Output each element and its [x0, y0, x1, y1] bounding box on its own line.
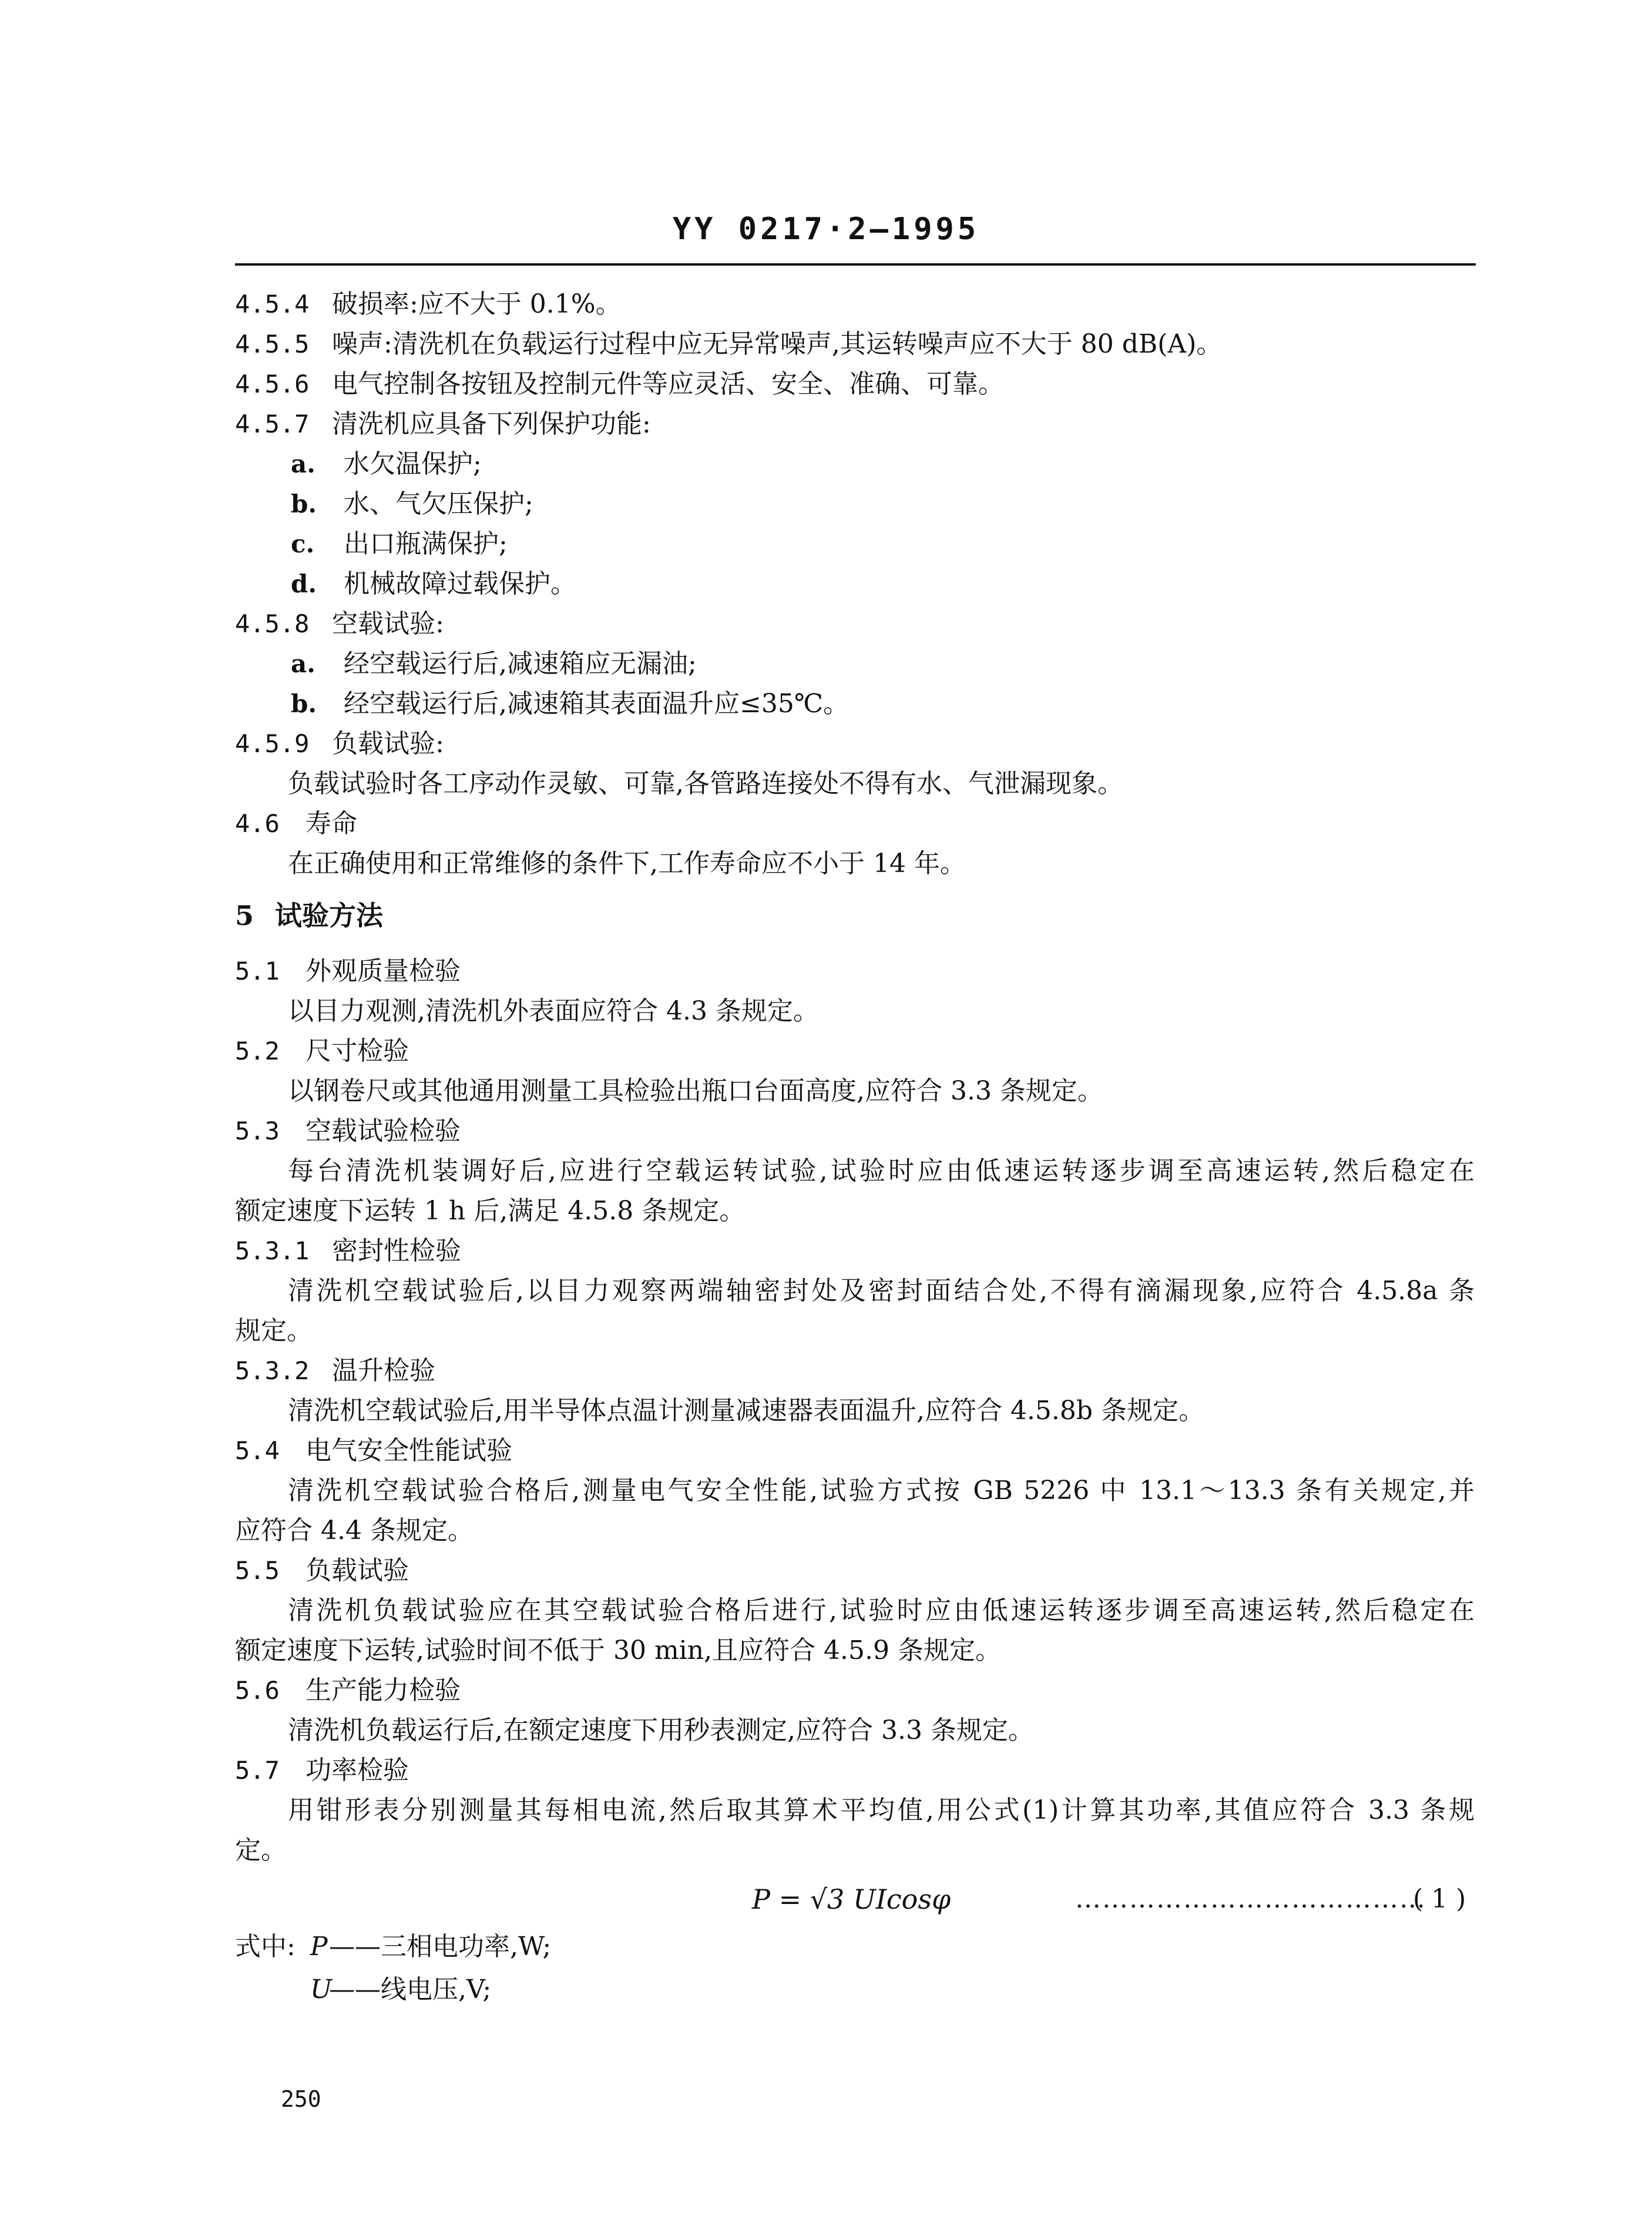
list-item: 出口瓶满保护;: [344, 529, 508, 559]
list-letter: b.: [291, 490, 317, 518]
power-formula: P = √3 UIcosφ: [752, 1883, 951, 1915]
clause-number: 5.2: [235, 1037, 280, 1065]
paragraph: 负载试验时各工序动作灵敏、可靠,各管路连接处不得有水、气泄漏现象。: [288, 769, 1123, 799]
paragraph-line: 应符合 4.4 条规定。: [235, 1516, 474, 1546]
paragraph: 以钢卷尺或其他通用测量工具检验出瓶口台面高度,应符合 3.3 条规定。: [288, 1076, 1103, 1106]
clause-number: 5.3: [235, 1117, 280, 1145]
paragraph: 清洗机空载试验后,用半导体点温计测量减速器表面温升,应符合 4.5.8b 条规定。: [288, 1396, 1205, 1426]
where-lead: 式中:: [235, 1932, 296, 1962]
clause-text: 电气安全性能试验: [305, 1436, 512, 1466]
clause-text: 空载试验:: [332, 609, 444, 639]
section-title: 试验方法: [275, 900, 383, 931]
paragraph-line: 规定。: [235, 1316, 313, 1346]
clause-number: 4.5.4: [235, 290, 310, 319]
clause-number: 5.5: [235, 1556, 280, 1585]
section-number: 5: [235, 900, 254, 931]
clause-text: 尺寸检验: [305, 1036, 409, 1066]
paragraph-line: 定。: [235, 1835, 287, 1865]
paragraph-line: 每台清洗机装调好后,应进行空载运转试验,试验时应由低速运转逐步调至高速运转,然后稳定在: [288, 1156, 1475, 1186]
clause-number: 4.5.7: [235, 410, 310, 438]
list-letter: c.: [291, 529, 315, 558]
header-rule: [235, 263, 1476, 266]
clause-number: 4.5.8: [235, 609, 310, 638]
clause-number: 4.5.5: [235, 330, 310, 358]
symbol-definition: ——三相电功率,W;: [329, 1932, 552, 1962]
formula-leader-dots: …………………………………: [1075, 1884, 1426, 1914]
paragraph-line: 清洗机负载试验应在其空载试验合格后进行,试验时应由低速运转逐步调至高速运转,然后稳定在: [288, 1595, 1475, 1625]
paragraph-line: 清洗机空载试验合格后,测量电气安全性能,试验方式按 GB 5226 中 13.1～13.3 条有关规定,并: [288, 1476, 1475, 1506]
clause-text: 生产能力检验: [305, 1675, 461, 1705]
clause-text: 温升检验: [332, 1356, 435, 1386]
clause-text: 电气控制各按钮及控制元件等应灵活、安全、准确、可靠。: [332, 369, 1004, 399]
list-letter: a.: [291, 450, 315, 478]
symbol: U: [310, 1974, 333, 2004]
list-item: 水、气欠压保护;: [344, 489, 533, 519]
clause-number: 5.1: [235, 957, 280, 985]
paragraph: 以目力观测,清洗机外表面应符合 4.3 条规定。: [288, 996, 819, 1026]
clause-number: 5.4: [235, 1436, 280, 1465]
list-item: 水欠温保护;: [344, 449, 482, 479]
list-letter: d.: [291, 569, 317, 598]
clause-text: 空载试验检验: [305, 1116, 461, 1146]
list-item: 机械故障过载保护。: [344, 569, 576, 599]
standard-number-header: YY 0217·2—1995: [672, 212, 980, 247]
symbol-definition: ——线电压,V;: [329, 1974, 492, 2004]
clause-text: 噪声:清洗机在负载运行过程中应无异常噪声,其运转噪声应不大于 80 dB(A)。: [332, 329, 1223, 359]
list-letter: b.: [291, 689, 317, 718]
clause-text: 清洗机应具备下列保护功能:: [332, 409, 651, 439]
clause-number: 5.6: [235, 1676, 280, 1705]
clause-number: 5.3.1: [235, 1236, 310, 1265]
clause-text: 负载试验:: [332, 729, 444, 759]
clause-text: 寿命: [305, 809, 357, 839]
clause-number: 5.3.2: [235, 1356, 310, 1385]
clause-number: 4.5.9: [235, 729, 310, 758]
list-letter: a.: [291, 649, 315, 678]
paragraph: 在正确使用和正常维修的条件下,工作寿命应不小于 14 年。: [288, 849, 966, 879]
list-item: 经空载运行后,减速箱其表面温升应≤35℃。: [344, 689, 849, 719]
paragraph-line: 用钳形表分别测量其每相电流,然后取其算术平均值,用公式(1)计算其功率,其值应符合 3.3 条规: [288, 1795, 1475, 1825]
clause-text: 功率检验: [305, 1755, 409, 1785]
clause-text: 密封性检验: [332, 1236, 461, 1266]
clause-text: 负载试验: [305, 1556, 409, 1585]
formula-label: ( 1 ): [1413, 1884, 1466, 1914]
list-item: 经空载运行后,减速箱应无漏油;: [344, 649, 697, 679]
clause-number: 4.6: [235, 809, 280, 838]
paragraph-line: 额定速度下运转 1 h 后,满足 4.5.8 条规定。: [235, 1196, 746, 1226]
page-number: 250: [281, 2086, 321, 2112]
paragraph: 清洗机负载运行后,在额定速度下用秒表测定,应符合 3.3 条规定。: [288, 1715, 1034, 1745]
paragraph-line: 清洗机空载试验后,以目力观察两端轴密封处及密封面结合处,不得有滴漏现象,应符合 4.5.8a 条: [288, 1276, 1475, 1306]
symbol: P: [310, 1932, 328, 1962]
clause-number: 5.7: [235, 1756, 280, 1785]
clause-number: 4.5.6: [235, 370, 310, 398]
clause-text: 破损率:应不大于 0.1%。: [332, 289, 622, 319]
paragraph-line: 额定速度下运转,试验时间不低于 30 min,且应符合 4.5.9 条规定。: [235, 1635, 1001, 1665]
clause-text: 外观质量检验: [305, 956, 461, 986]
